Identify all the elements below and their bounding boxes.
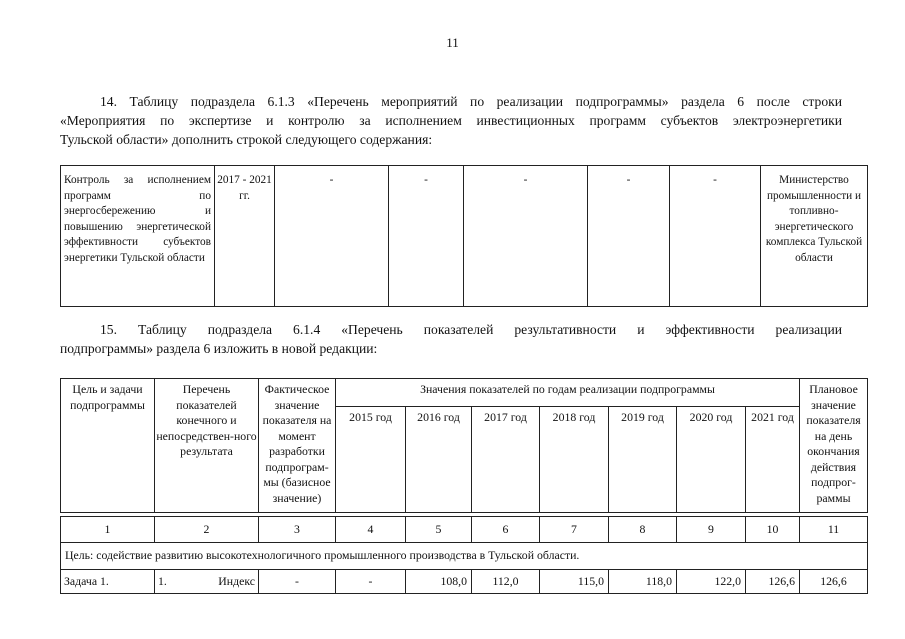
- events-table: [60, 165, 868, 307]
- column-number: 11: [800, 517, 868, 543]
- indicators-table: [60, 378, 868, 594]
- header-indicators: Перечень показателей конечного и непосредствен-ного результата: [155, 379, 259, 513]
- header-values-group: Значения показателей по годам реализации подпрограммы: [336, 379, 800, 407]
- header-year: 2015 год: [336, 407, 406, 513]
- planned-value-cell: 126,6: [800, 570, 868, 594]
- paragraph-15-line-2: подпрограммы» раздела 6 изложить в новой редакции:: [60, 341, 378, 356]
- header-year: 2020 год: [677, 407, 746, 513]
- header-year: 2021 год: [746, 407, 800, 513]
- actual-value-cell: -: [259, 570, 336, 594]
- dash-cell: -: [275, 166, 389, 307]
- indicator-cell: [155, 570, 259, 594]
- page-number: 11: [446, 35, 459, 50]
- paragraph-14-line-2: «Мероприятия по экспертизе и контролю за исполнением инвестиционных программ субъектов электроэнергетики: [60, 113, 842, 128]
- dash-cell: -: [588, 166, 670, 307]
- column-number: 10: [746, 517, 800, 543]
- column-number: 5: [406, 517, 472, 543]
- year-value-cell: 108,0: [406, 570, 472, 594]
- indicator-number: 1.: [158, 573, 167, 588]
- event-period-cell: 2017 - 2021 гг.: [215, 166, 275, 307]
- paragraph-15-line-1: 15. Таблицу подраздела 6.1.4 «Перечень показателей результативности и эффективности реализации: [100, 322, 842, 337]
- column-number: 6: [472, 517, 540, 543]
- task-cell: Задача 1.: [61, 570, 155, 594]
- header-year: 2019 год: [609, 407, 677, 513]
- paragraph-14-line-3: Тульской области» дополнить строкой следующего содержания:: [60, 132, 433, 147]
- column-number: 1: [61, 517, 155, 543]
- header-year: 2018 год: [540, 407, 609, 513]
- column-number: 8: [609, 517, 677, 543]
- goal-row: Цель: содействие развитию высокотехнологичного промышленного производства в Тульской области.: [61, 543, 868, 570]
- dash-cell: -: [389, 166, 464, 307]
- executor-cell: Министерство промышленности и топливно-энергетического комплекса Тульской области: [761, 166, 868, 307]
- column-number: 3: [259, 517, 336, 543]
- event-name-cell: Контроль за исполнением программ по энергосбережению и повышению энергетической эффективности субъектов энергетики Тульской области: [61, 166, 215, 307]
- year-value-cell: 118,0: [609, 570, 677, 594]
- paragraph-15: [60, 320, 842, 358]
- column-number: 9: [677, 517, 746, 543]
- year-value-cell: 126,6: [746, 570, 800, 594]
- dash-cell: -: [464, 166, 588, 307]
- year-value-cell: -: [336, 570, 406, 594]
- header-actual: Фактическое значение показателя на момент разработки подпрограм-мы (базисное значение): [259, 379, 336, 513]
- year-value-cell: 122,0: [677, 570, 746, 594]
- column-number: 2: [155, 517, 259, 543]
- paragraph-14: [60, 92, 842, 149]
- column-number: 4: [336, 517, 406, 543]
- year-value-cell: 112,0: [472, 570, 540, 594]
- indicator-word: Индекс: [218, 573, 255, 588]
- year-value-cell: 115,0: [540, 570, 609, 594]
- header-goal: Цель и задачи подпрограммы: [61, 379, 155, 513]
- paragraph-14-line-1: 14. Таблицу подраздела 6.1.3 «Перечень мероприятий по реализации подпрограммы» раздела 6 после строки: [100, 94, 842, 109]
- header-year: 2017 год: [472, 407, 540, 513]
- dash-cell: -: [670, 166, 761, 307]
- header-year: 2016 год: [406, 407, 472, 513]
- column-number: 7: [540, 517, 609, 543]
- header-planned: Плановое значение показателя на день окончания действия подпрог-раммы: [800, 379, 868, 513]
